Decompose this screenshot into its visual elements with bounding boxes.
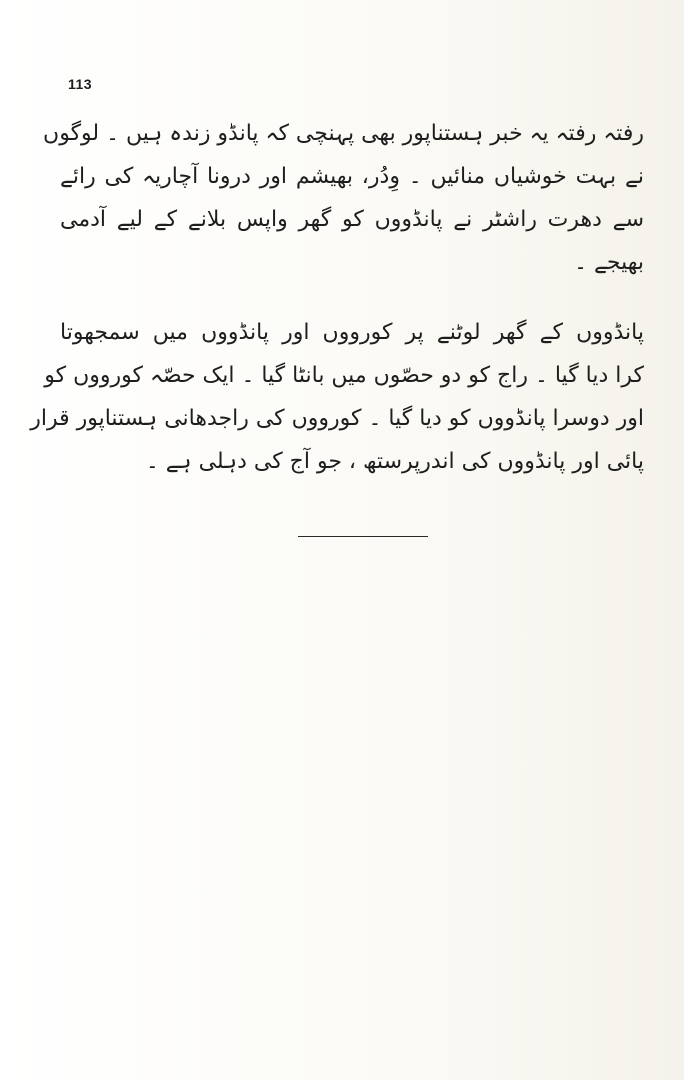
- paragraph-line: رفتہ رفتہ یہ خبر ہستناپور بھی پہنچی کہ پانڈو زندہ ہیں ۔ لوگوں: [43, 121, 644, 146]
- paragraph-line: اور دوسرا پانڈووں کو دیا گیا ۔ کورووں کی راجدھانی ہستناپور قرار: [30, 406, 644, 431]
- paragraph-2: [30, 311, 644, 483]
- paragraph-line: بھیجے ۔: [574, 250, 644, 275]
- paragraph-line: کرا دیا گیا ۔ راج کو دو حصّوں میں بانٹا گیا ۔ ایک حصّہ کورووں کو: [44, 363, 644, 388]
- paragraph-1: [43, 112, 644, 284]
- paragraph-line: سے دھرت راشٹر نے پانڈووں کو گھر واپس بلانے کے لیے آدمی: [60, 207, 644, 232]
- section-divider-rule: [298, 536, 428, 537]
- paragraph-line: نے بہت خوشیاں منائیں ۔ وِدُر، بھیشم اور درونا آچاریہ کی رائے: [60, 164, 644, 189]
- page-number: 113: [68, 76, 93, 92]
- paragraph-line: پانڈووں کے گھر لوٹنے پر کورووں اور پانڈووں میں سمجھوتا: [60, 320, 644, 345]
- paragraph-line: پائی اور پانڈووں کی اندرپرستھ ، جو آج کی دہلی ہے ۔: [145, 449, 644, 474]
